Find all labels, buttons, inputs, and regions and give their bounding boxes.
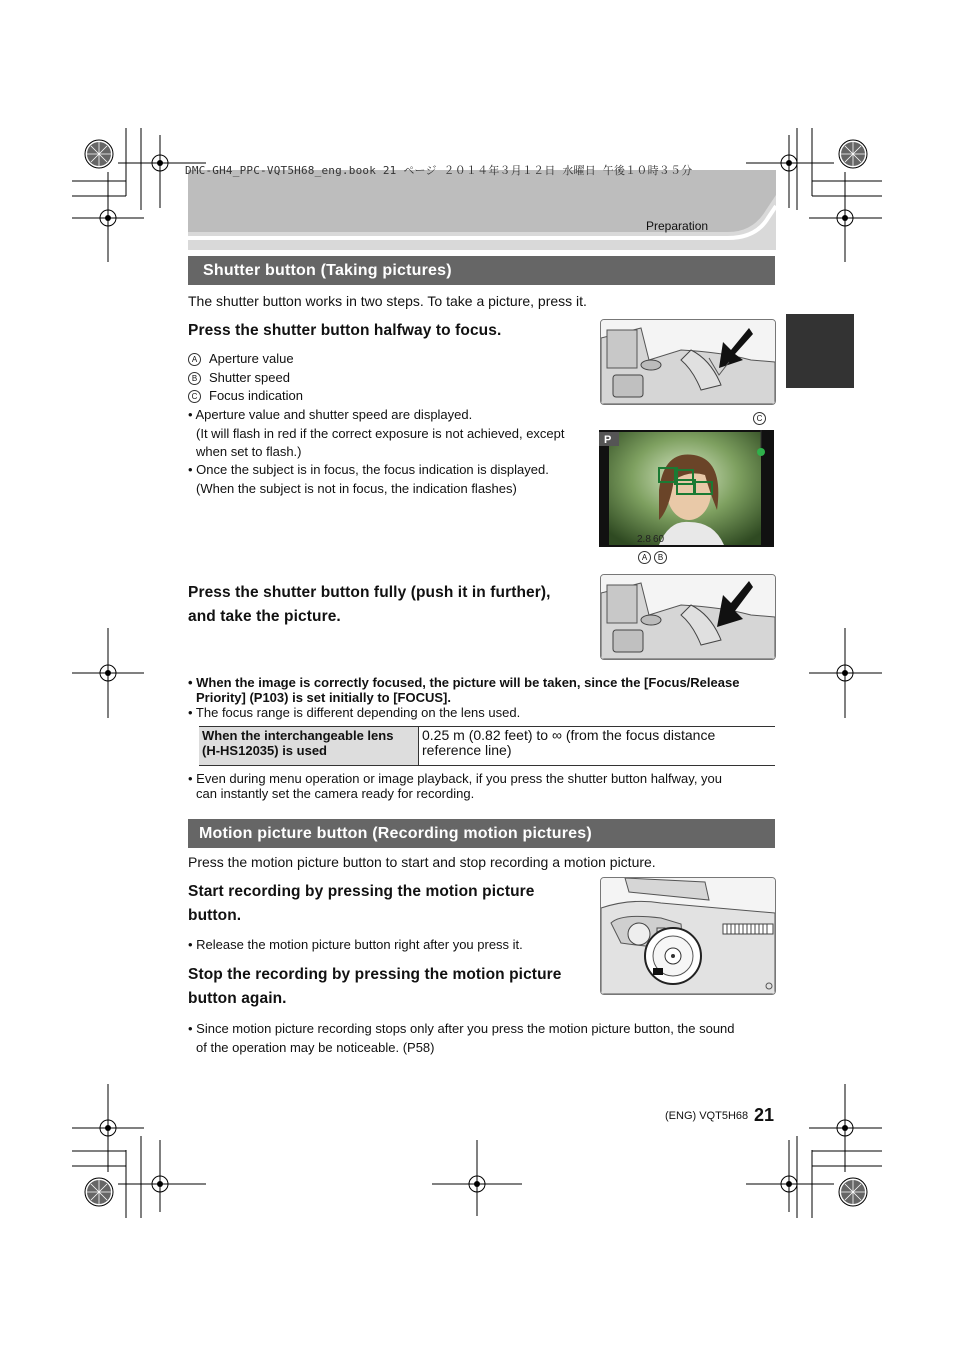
- table-value-cell: [422, 728, 715, 758]
- page-number: 21: [754, 1105, 775, 1125]
- motion-section-title: Motion picture button (Recording motion pictures): [188, 819, 775, 848]
- mode-indicator: P: [604, 434, 612, 446]
- start-heading-line1: Start recording by pressing the motion picture: [188, 883, 535, 900]
- motion-intro: Press the motion picture button to start and stop recording a motion picture.: [188, 854, 656, 870]
- bold-note-line2: Priority] (P103) is set initially to [FOCUS].: [196, 690, 451, 705]
- step1-heading: Press the shutter button halfway to focus.: [188, 322, 502, 339]
- stop-heading-line2: button again.: [188, 990, 287, 1007]
- focus-range-note: • The focus range is different depending on the lens used.: [188, 705, 521, 720]
- table-label-cell: [199, 727, 419, 765]
- shutter-speed-value: 60: [653, 534, 665, 545]
- table-value-line1: 0.25 m (0.82 feet) to ∞ (from the focus distance: [422, 727, 716, 743]
- half-press-illustration: [600, 319, 776, 405]
- note-flashes: (When the subject is not in focus, the indication flashes): [196, 481, 517, 496]
- step2-heading-line1: Press the shutter button fully (push it in further),: [188, 584, 551, 601]
- doc-code: (ENG) VQT5H68: [665, 1110, 749, 1122]
- full-press-illustration: [600, 574, 776, 660]
- step2-heading-line2: and take the picture.: [188, 608, 341, 625]
- note-aperture: • Aperture value and shutter speed are displayed.: [188, 407, 473, 422]
- camera-back-illustration: [601, 878, 775, 994]
- print-line: DMC-GH4_PPC-VQT5H68_eng.book 21 ページ ２０１４年３月１２日 水曜日 午後１０時３５分: [185, 164, 693, 177]
- camera-top-illustration-2: [601, 575, 775, 659]
- start-heading-line2: button.: [188, 907, 242, 924]
- note-flash-1: (It will flash in red if the correct exposure is not achieved, except: [196, 426, 565, 441]
- shutter-section-title: Shutter button (Taking pictures): [188, 256, 775, 285]
- stop-heading-line1: Stop the recording by pressing the motion picture: [188, 966, 562, 983]
- menu-note-line1: • Even during menu operation or image playback, if you press the shutter button halfway, you: [188, 771, 723, 786]
- table-value-line2: reference line): [422, 742, 512, 758]
- label-c: C Focus indication: [188, 387, 303, 405]
- mark-c: C: [753, 409, 774, 427]
- live-view-screen: [599, 430, 774, 547]
- label-b: B Shutter speed: [188, 369, 290, 387]
- section-label: Preparation: [646, 219, 709, 233]
- mark-ab: A B: [638, 548, 675, 566]
- header-band: [188, 170, 776, 250]
- camera-top-illustration: [601, 320, 775, 404]
- note-focus: • Once the subject is in focus, the focus indication is displayed.: [188, 462, 549, 477]
- bold-note-line1: • When the image is correctly focused, the picture will be taken, since the [Focus/Release: [188, 675, 740, 690]
- focus-range-table: [199, 726, 775, 766]
- release-note: • Release the motion picture button right after you press it.: [188, 937, 523, 952]
- table-label-line2: (H-HS12035) is used: [202, 743, 327, 758]
- chapter-tab: [786, 314, 854, 388]
- shutter-intro: The shutter button works in two steps. To take a picture, press it.: [188, 293, 587, 309]
- sound-note-line2: of the operation may be noticeable. (P58): [196, 1040, 435, 1055]
- sound-note-line1: • Since motion picture recording stops only after you press the motion picture button, the sound: [188, 1021, 735, 1036]
- menu-note-line2: can instantly set the camera ready for recording.: [196, 786, 475, 801]
- aperture-value: 2.8: [637, 534, 651, 545]
- table-label-line1: When the interchangeable lens: [202, 728, 394, 743]
- motion-button-illustration: [600, 877, 776, 995]
- label-a: A Aperture value: [188, 350, 294, 368]
- note-flash-2: when set to flash.): [196, 444, 302, 459]
